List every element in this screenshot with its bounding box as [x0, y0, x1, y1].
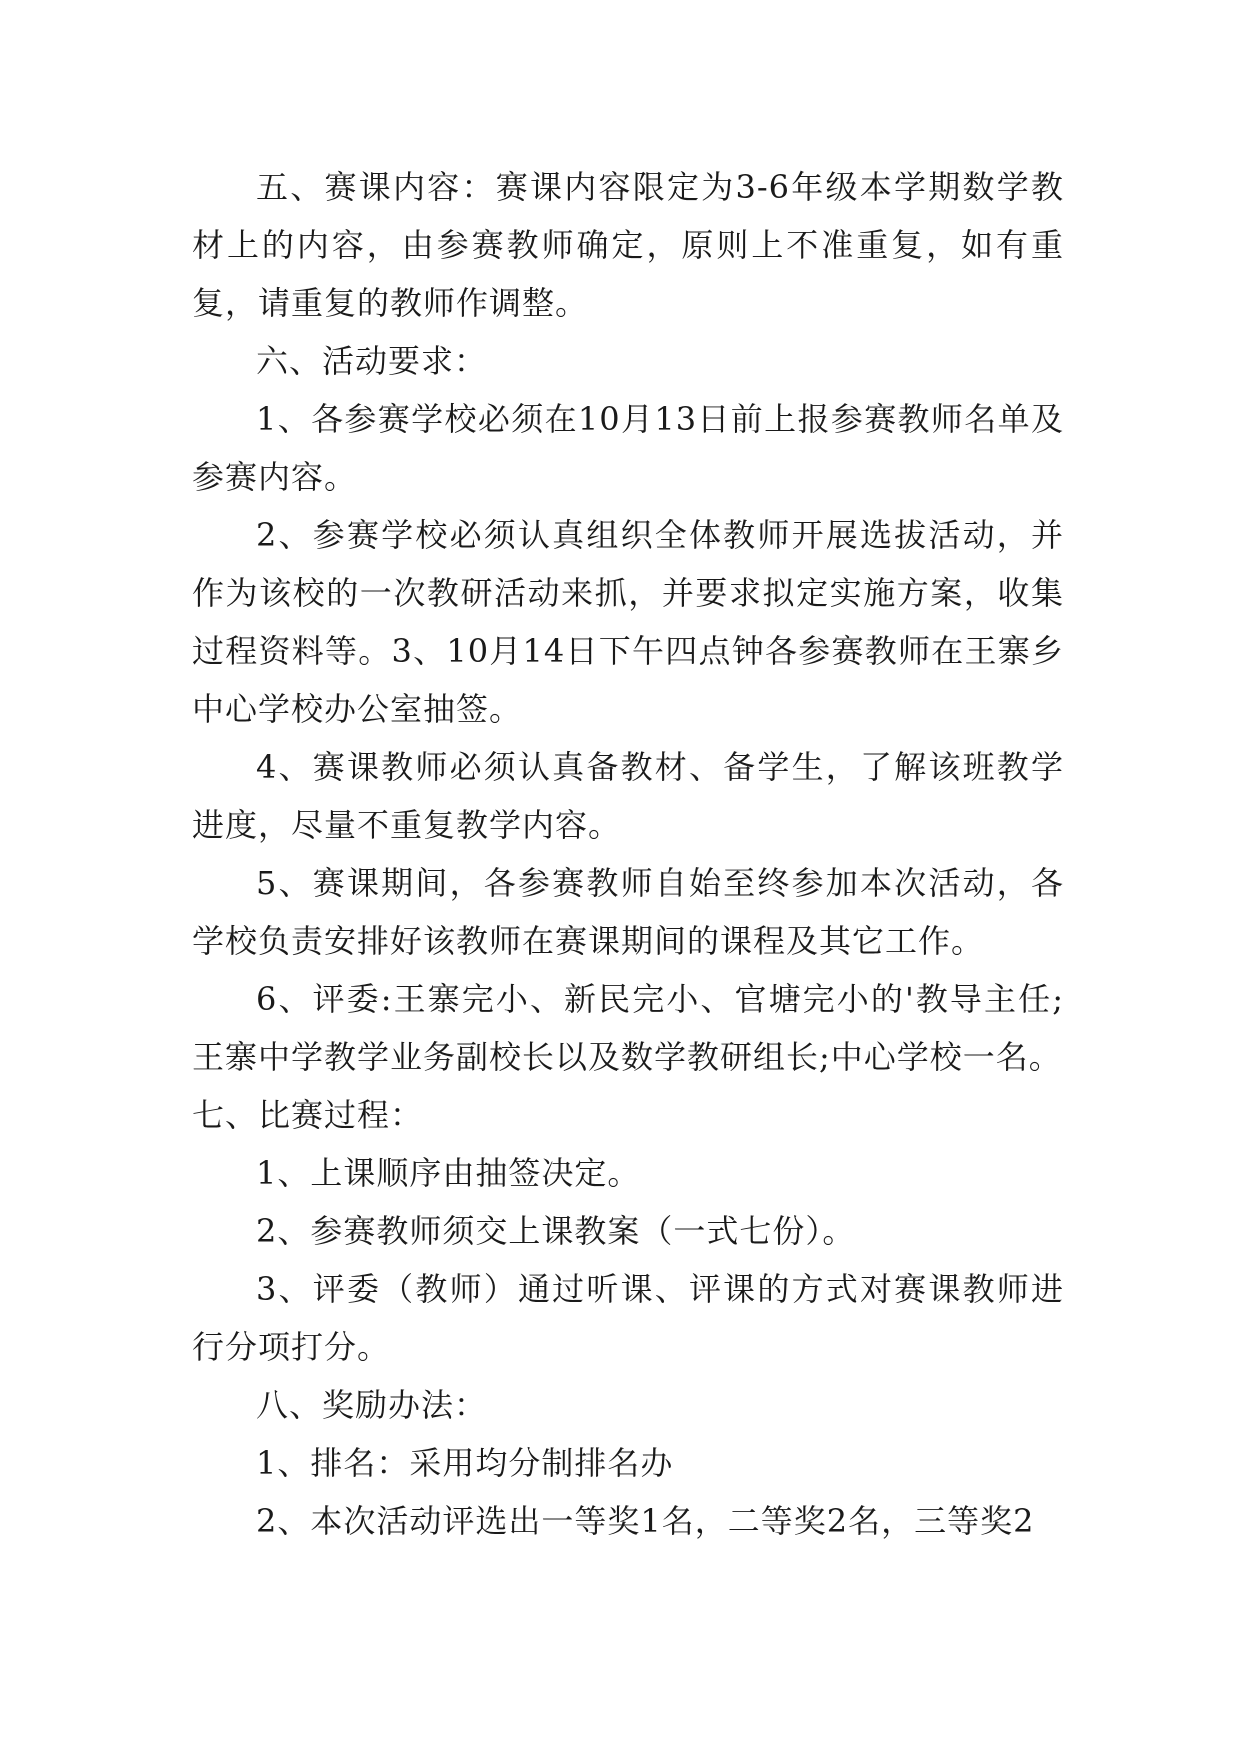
- paragraph-section-5: 五、赛课内容：赛课内容限定为3-6年级本学期数学教材上的内容，由参赛教师确定，原则上不准重复，如有重复，请重复的教师作调整。: [192, 168, 1064, 322]
- paragraph-req-1: 1、各参赛学校必须在10月13日前上报参赛教师名单及参赛内容。: [192, 400, 1064, 496]
- paragraph-section-6-heading: 六、活动要求：: [256, 342, 488, 380]
- paragraph-process-2: 2、参赛教师须交上课教案（一式七份）。: [256, 1212, 856, 1250]
- paragraph-award-2: 2、本次活动评选出一等奖1名，二等奖2名，三等奖2: [256, 1502, 1035, 1540]
- paragraph-req-2-3: 2、参赛学校必须认真组织全体教师开展选拔活动，并作为该校的一次教研活动来抓，并要求拟定实施方案，收集过程资料等。3、10月14日下午四点钟各参赛教师在王寨乡中心学校办公室抽签。: [192, 516, 1064, 728]
- paragraph-section-7-heading: 七、比赛过程：: [192, 1096, 424, 1134]
- paragraph-req-6: 6、评委:王寨完小、新民完小、官塘完小的'教导主任;王寨中学教学业务副校长以及数学教研组长;中心学校一名。: [192, 980, 1064, 1076]
- paragraph-req-5: 5、赛课期间，各参赛教师自始至终参加本次活动，各学校负责安排好该教师在赛课期间的课程及其它工作。: [192, 864, 1064, 960]
- paragraph-process-1: 1、上课顺序由抽签决定。: [256, 1154, 641, 1192]
- paragraph-req-4: 4、赛课教师必须认真备教材、备学生，了解该班教学进度，尽量不重复教学内容。: [192, 748, 1064, 844]
- paragraph-section-8-heading: 八、奖励办法：: [256, 1386, 488, 1424]
- paragraph-process-3: 3、评委（教师）通过听课、评课的方式对赛课教师进行分项打分。: [192, 1270, 1064, 1366]
- paragraph-award-1: 1、排名：采用均分制排名办: [256, 1444, 674, 1482]
- document-body: [192, 158, 1064, 1550]
